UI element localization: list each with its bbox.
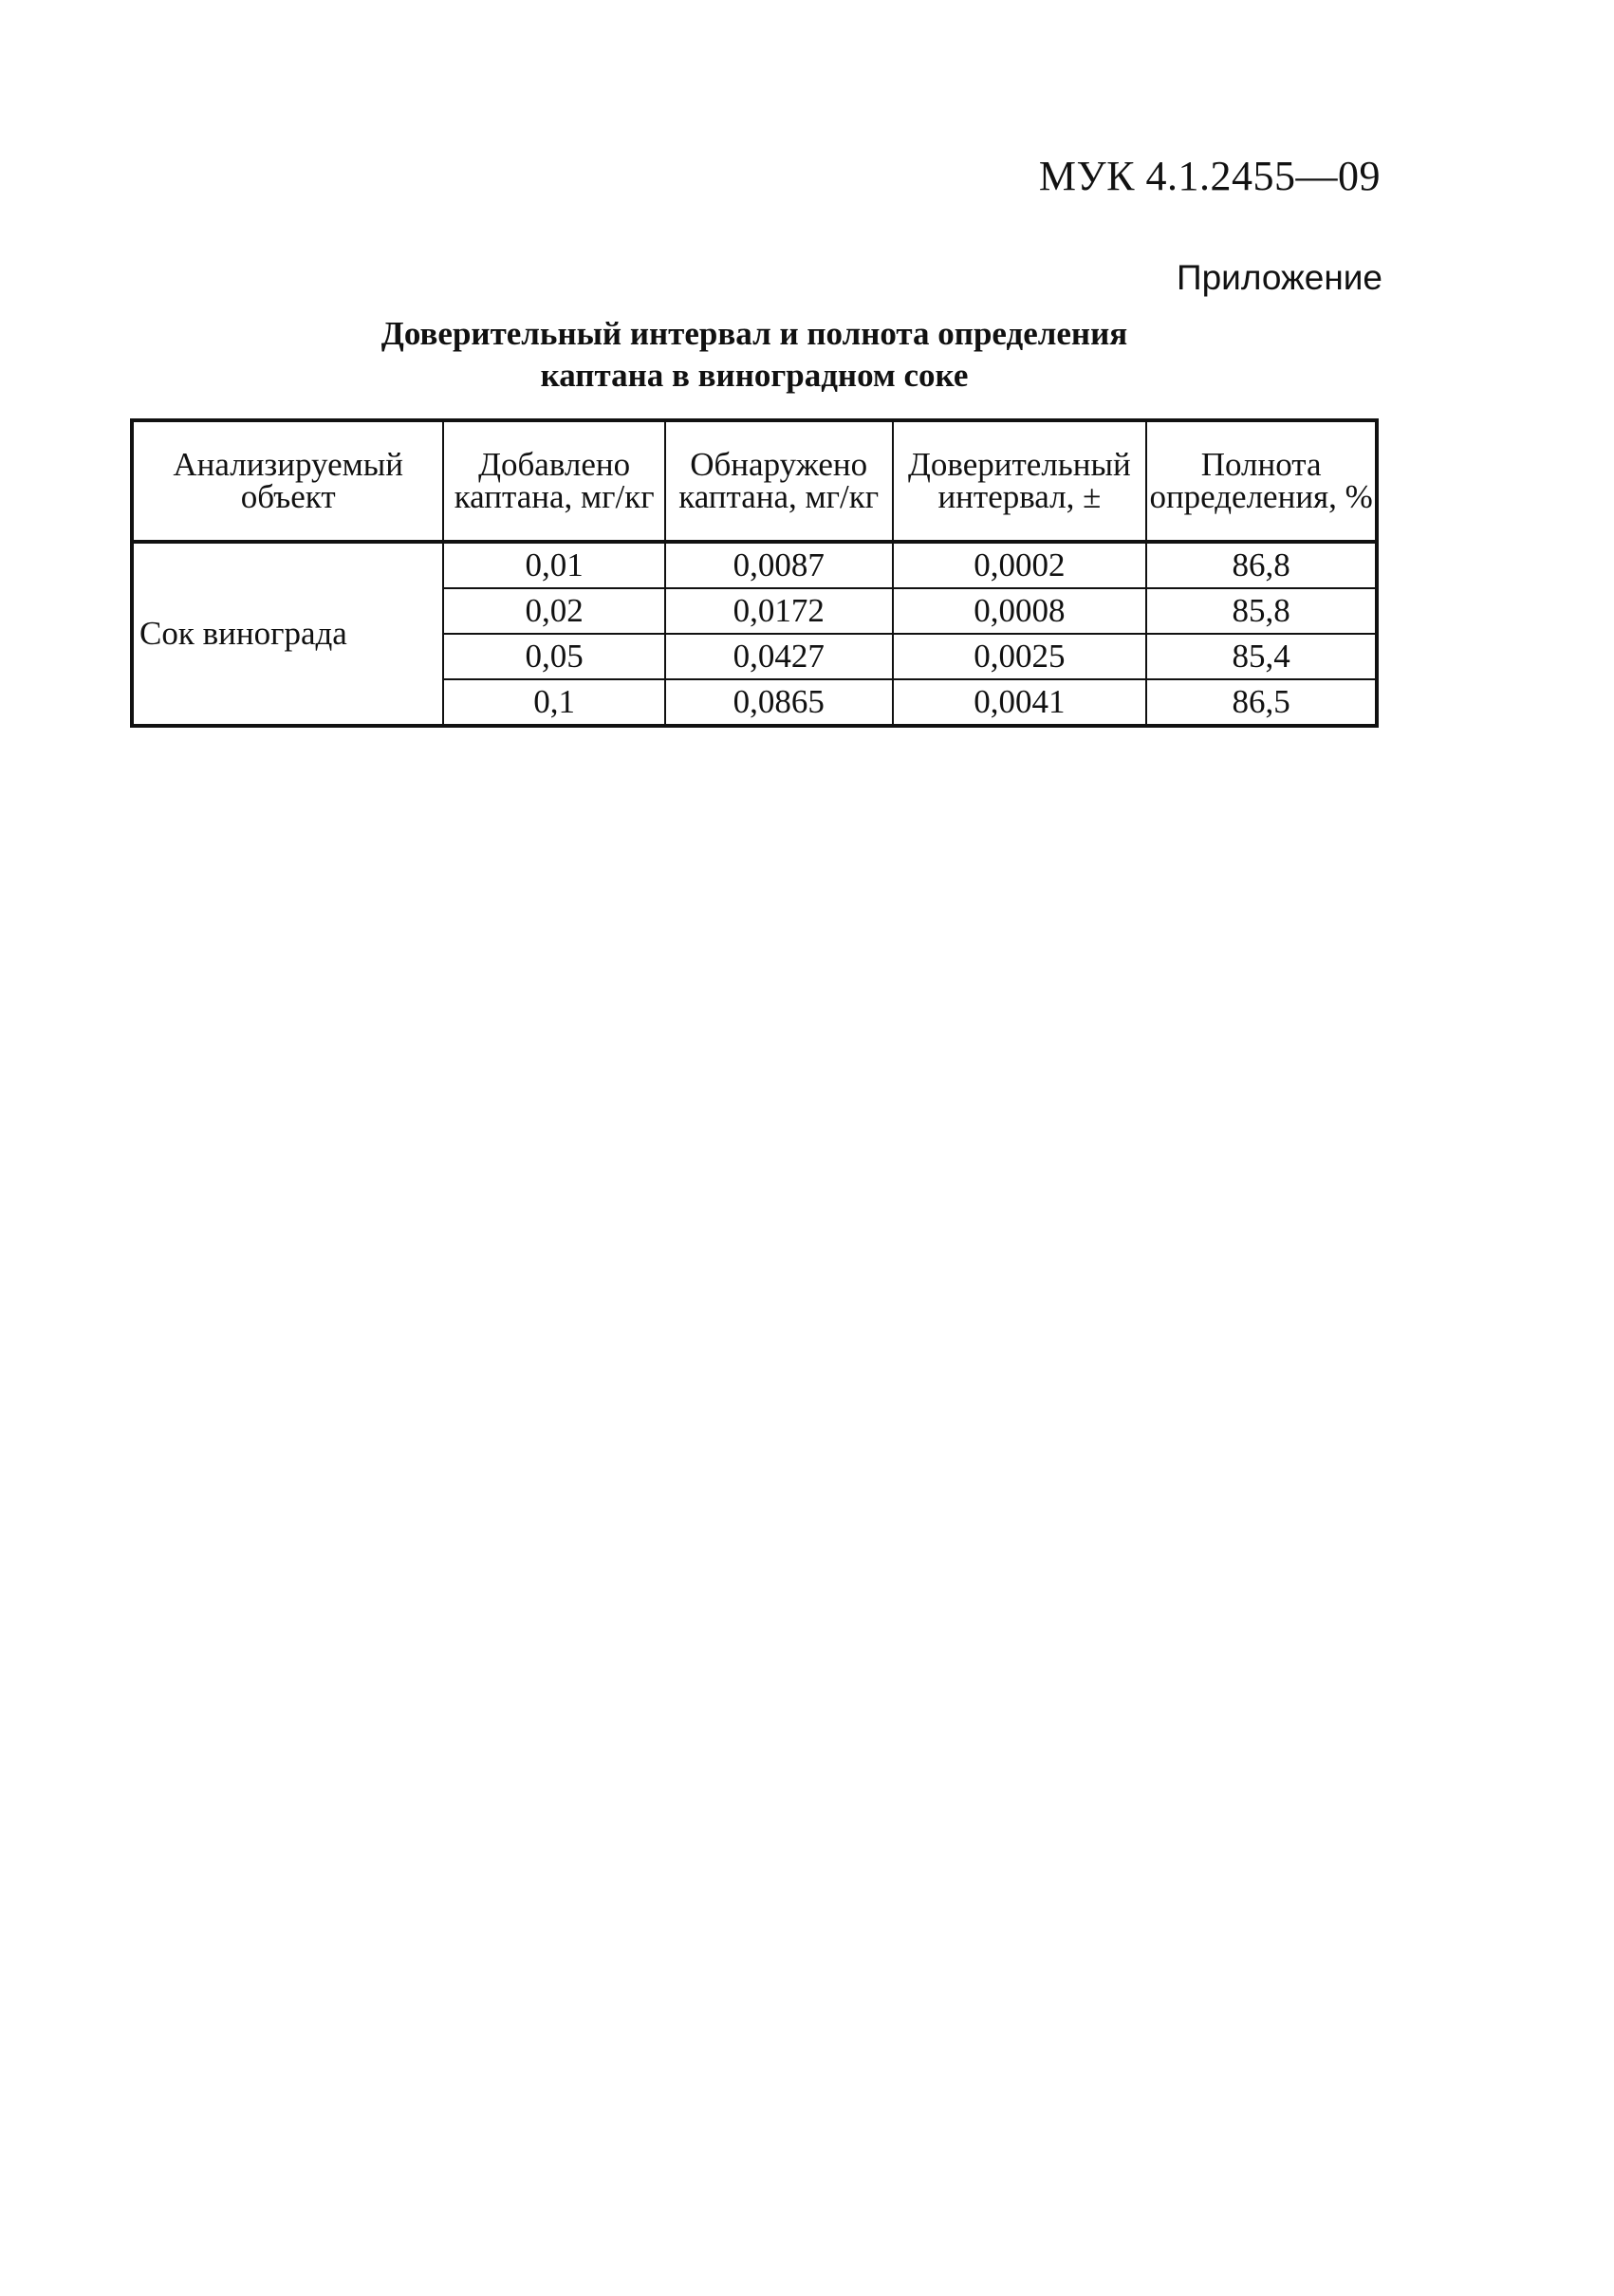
confidence-interval-table xyxy=(130,418,1379,728)
interval-cell: 0,0008 xyxy=(893,588,1147,634)
table-title-line-2: каптана в виноградном соке xyxy=(540,357,969,394)
table-title-line-1: Доверительный интервал и полнота определения xyxy=(380,315,1128,352)
header-recovery: Полнота определения, % xyxy=(1146,420,1377,542)
found-cell: 0,0087 xyxy=(665,542,893,588)
added-cell: 0,01 xyxy=(443,542,664,588)
added-cell: 0,05 xyxy=(443,634,664,679)
recovery-cell: 85,8 xyxy=(1146,588,1377,634)
header-object: Анализируемый объект xyxy=(132,420,443,542)
table-header-row xyxy=(132,420,1377,542)
header-interval: Доверительный интервал, ± xyxy=(893,420,1147,542)
appendix-label: Приложение xyxy=(1176,258,1382,297)
recovery-cell: 86,5 xyxy=(1146,679,1377,726)
recovery-cell: 85,4 xyxy=(1146,634,1377,679)
recovery-cell: 86,8 xyxy=(1146,542,1377,588)
interval-cell: 0,0025 xyxy=(893,634,1147,679)
header-found: Обнаружено каптана, мг/кг xyxy=(665,420,893,542)
added-cell: 0,02 xyxy=(443,588,664,634)
table-row xyxy=(132,542,1377,588)
header-added: Добавлено каптана, мг/кг xyxy=(443,420,664,542)
found-cell: 0,0865 xyxy=(665,679,893,726)
interval-cell: 0,0002 xyxy=(893,542,1147,588)
table-title xyxy=(133,313,1376,397)
added-cell: 0,1 xyxy=(443,679,664,726)
object-cell: Сок винограда xyxy=(132,542,443,726)
found-cell: 0,0172 xyxy=(665,588,893,634)
interval-cell: 0,0041 xyxy=(893,679,1147,726)
document-code: МУК 4.1.2455—09 xyxy=(1038,153,1381,199)
found-cell: 0,0427 xyxy=(665,634,893,679)
